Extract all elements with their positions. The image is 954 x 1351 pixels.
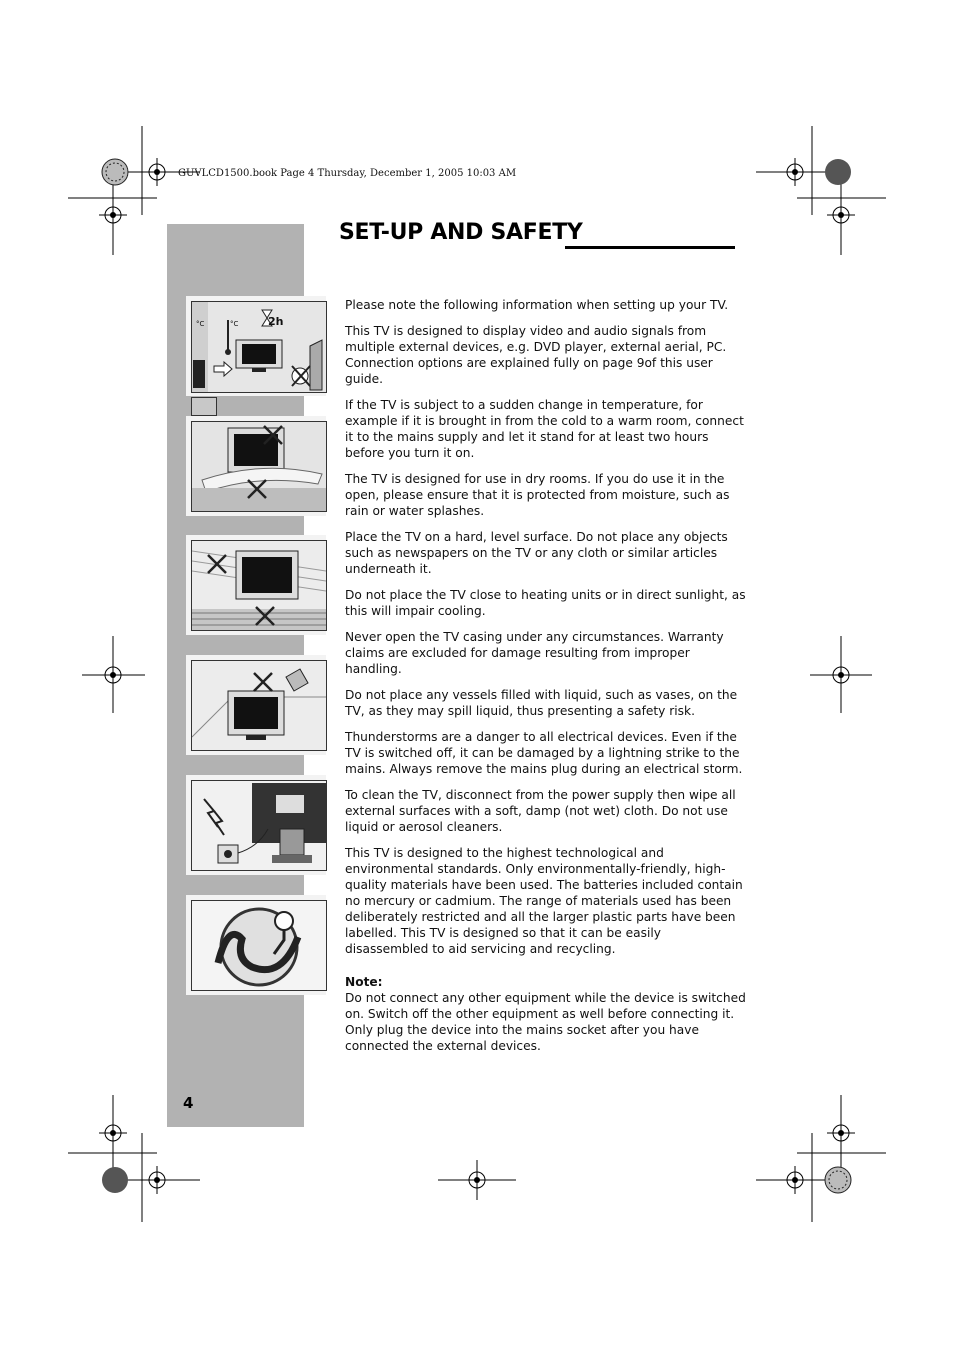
body-text: [345, 297, 747, 1064]
paragraph: If the TV is subject to a sudden change in temperature, for example if it is brought in from the cold to a warm room, connect it to the mains supply and let it stand for at least two hours before you turn it on.: [345, 398, 744, 460]
file-info-header: GUVLCD1500.book Page 4 Thursday, December 1, 2005 10:03 AM: [178, 168, 517, 179]
paragraph: Do not place any vessels filled with liquid, such as vases, on the TV, as they may spill liquid, thus presenting a safety risk.: [345, 688, 738, 718]
temperature-label-cold: °C: [196, 320, 205, 328]
note-heading: Note:: [345, 975, 383, 989]
heating-illustration: [191, 540, 327, 631]
thunderstorm-illustration: [191, 780, 327, 871]
temperature-illustration: [191, 301, 327, 393]
paragraph: Please note the following information when setting up your TV.: [345, 298, 729, 312]
paragraph: Place the TV on a hard, level surface. Do not place any objects such as newspapers on the TV or any cloth or similar articles underneath it.: [345, 530, 728, 576]
paragraph: This TV is designed to display video and audio signals from multiple external devices, e.g. DVD player, external aerial, PC. Connection options are explained fully on page 9of this user guide.: [345, 324, 727, 386]
recycling-logo-illustration: [191, 900, 327, 991]
temperature-label-warm: °C: [230, 320, 239, 328]
title-underline: [565, 246, 735, 249]
level-surface-illustration: [191, 421, 327, 512]
liquid-vessel-illustration: [191, 660, 327, 751]
note-text: Do not connect any other equipment while the device is switched on. Switch off the other equipment as well before connecting it. Only plug the device into the mains socket after you have connected the external devices.: [345, 991, 746, 1053]
paragraph: Do not place the TV close to heating units or in direct sunlight, as this will impair cooling.: [345, 588, 746, 618]
page-number: 4: [183, 1094, 194, 1112]
page-title: SET-UP AND SAFETY: [339, 220, 583, 245]
paragraph: Thunderstorms are a danger to all electrical devices. Even if the TV is switched off, it can be damaged by a lightning strike to the mains. Always remove the mains plug during an electrical storm.: [345, 730, 743, 776]
paragraph: This TV is designed to the highest technological and environmental standards. Only environmentally-friendly, high-quality materials have been used. The batteries included contain no mercury or cadmium. The range of materials used has been deliberately restricted and all the larger plastic parts have been labelled. This TV is designed so that it can be easily disassembled to aid servicing and recycling.: [345, 846, 743, 956]
paragraph: The TV is designed for use in dry rooms. If you do use it in the open, please ensure that it is protected from moisture, such as rain or water splashes.: [345, 472, 730, 518]
wait-time-label: 2h: [268, 315, 284, 328]
paragraph: Never open the TV casing under any circumstances. Warranty claims are excluded for damage resulting from improper handling.: [345, 630, 724, 676]
paragraph: To clean the TV, disconnect from the power supply then wipe all external surfaces with a soft, damp (not wet) cloth. Do not use liquid or aerosol cleaners.: [345, 788, 736, 834]
small-grey-swatch: [191, 397, 217, 416]
